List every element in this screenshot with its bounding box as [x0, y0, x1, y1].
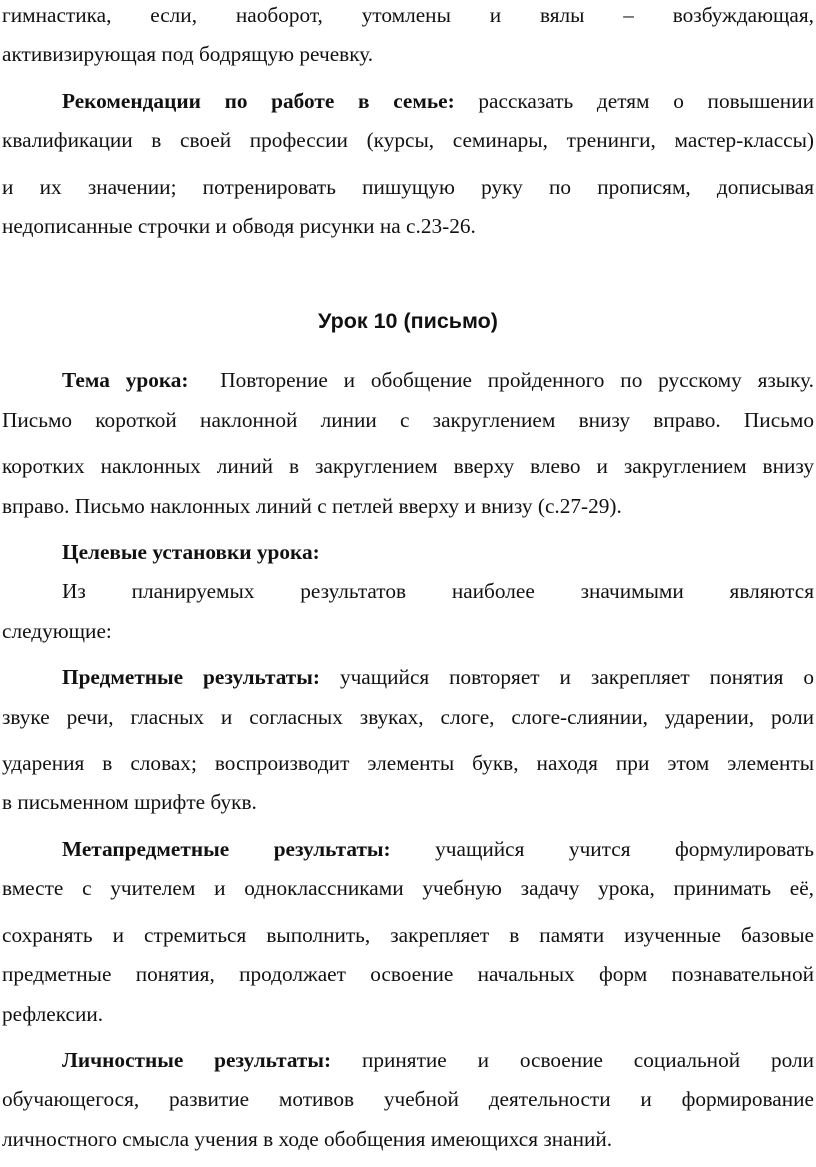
paragraph-text: учащийся учится формулировать	[435, 837, 814, 861]
lesson-topic-line	[62, 365, 814, 395]
meta-results-label: Метапредметные результаты:	[62, 837, 391, 861]
paragraph-line: Письмо короткой наклонной линии с закруглением внизу вправо. Письмо	[2, 408, 814, 432]
paragraph-text: Повторение и обобщение пройденного по русскому языку.	[220, 368, 814, 392]
family-recommendations-label: Рекомендации по работе в семье:	[62, 89, 455, 113]
subject-results-label: Предметные результаты:	[62, 665, 320, 689]
goals-label-text: Целевые установки урока:	[62, 540, 320, 564]
paragraph-text: принятие и освоение социальной роли	[361, 1048, 814, 1072]
paragraph-line: ударения в словах; воспроизводит элементы букв, находя при этом элементы	[2, 751, 814, 775]
personal-results-line	[62, 1045, 814, 1075]
paragraph-line: личностного смысла учения в ходе обобщения имеющихся знаний.	[2, 1127, 613, 1151]
paragraph-line: Из планируемых результатов наиболее значимыми являются	[62, 579, 814, 603]
paragraph-line: гимнастика, если, наоборот, утомлены и вялы – возбуждающая,	[2, 3, 814, 27]
paragraph-line: коротких наклонных линий в закруглением вверху влево и закруглением внизу	[2, 454, 814, 478]
paragraph-line: вместе с учителем и одноклассниками учебную задачу урока, принимать её,	[2, 876, 814, 900]
personal-results-label: Личностные результаты:	[62, 1048, 332, 1072]
paragraph-line: звуке речи, гласных и согласных звуках, слоге, слоге-слиянии, ударении, роли	[2, 705, 814, 729]
paragraph-line: квалификации в своей профессии (курсы, семинары, тренинги, мастер-классы)	[2, 128, 814, 152]
lesson-heading: Урок 10 (письмо)	[318, 309, 498, 333]
paragraph-line: активизирующая под бодрящую речевку.	[2, 42, 374, 66]
family-recommendations-line	[62, 86, 814, 116]
lesson-topic-label: Тема урока:	[62, 368, 189, 392]
paragraph-line: вправо. Письмо наклонных линий с петлей вверху и внизу (с.27-29).	[2, 494, 622, 518]
paragraph-line: следующие:	[2, 619, 112, 643]
paragraph-line: в письменном шрифте букв.	[2, 790, 257, 814]
paragraph-line: обучающегося, развитие мотивов учебной деятельности и формирование	[2, 1087, 814, 1111]
paragraph-line: и их значении; потренировать пишущую руку по прописям, дописывая	[2, 175, 814, 199]
subject-results-line	[62, 662, 814, 692]
paragraph-text: учащийся повторяет и закрепляет понятия о	[339, 665, 814, 689]
goals-label	[62, 537, 814, 567]
paragraph-text: рассказать детям о повышении	[478, 89, 814, 113]
paragraph-line: предметные понятия, продолжает освоение начальных форм познавательной	[2, 962, 814, 986]
paragraph-line: сохранять и стремиться выполнить, закрепляет в памяти изученные базовые	[2, 923, 814, 947]
paragraph-line: недописанные строчки и обводя рисунки на с.23-26.	[2, 214, 476, 238]
paragraph-line: рефлексии.	[2, 1002, 104, 1026]
meta-results-line	[62, 834, 814, 864]
